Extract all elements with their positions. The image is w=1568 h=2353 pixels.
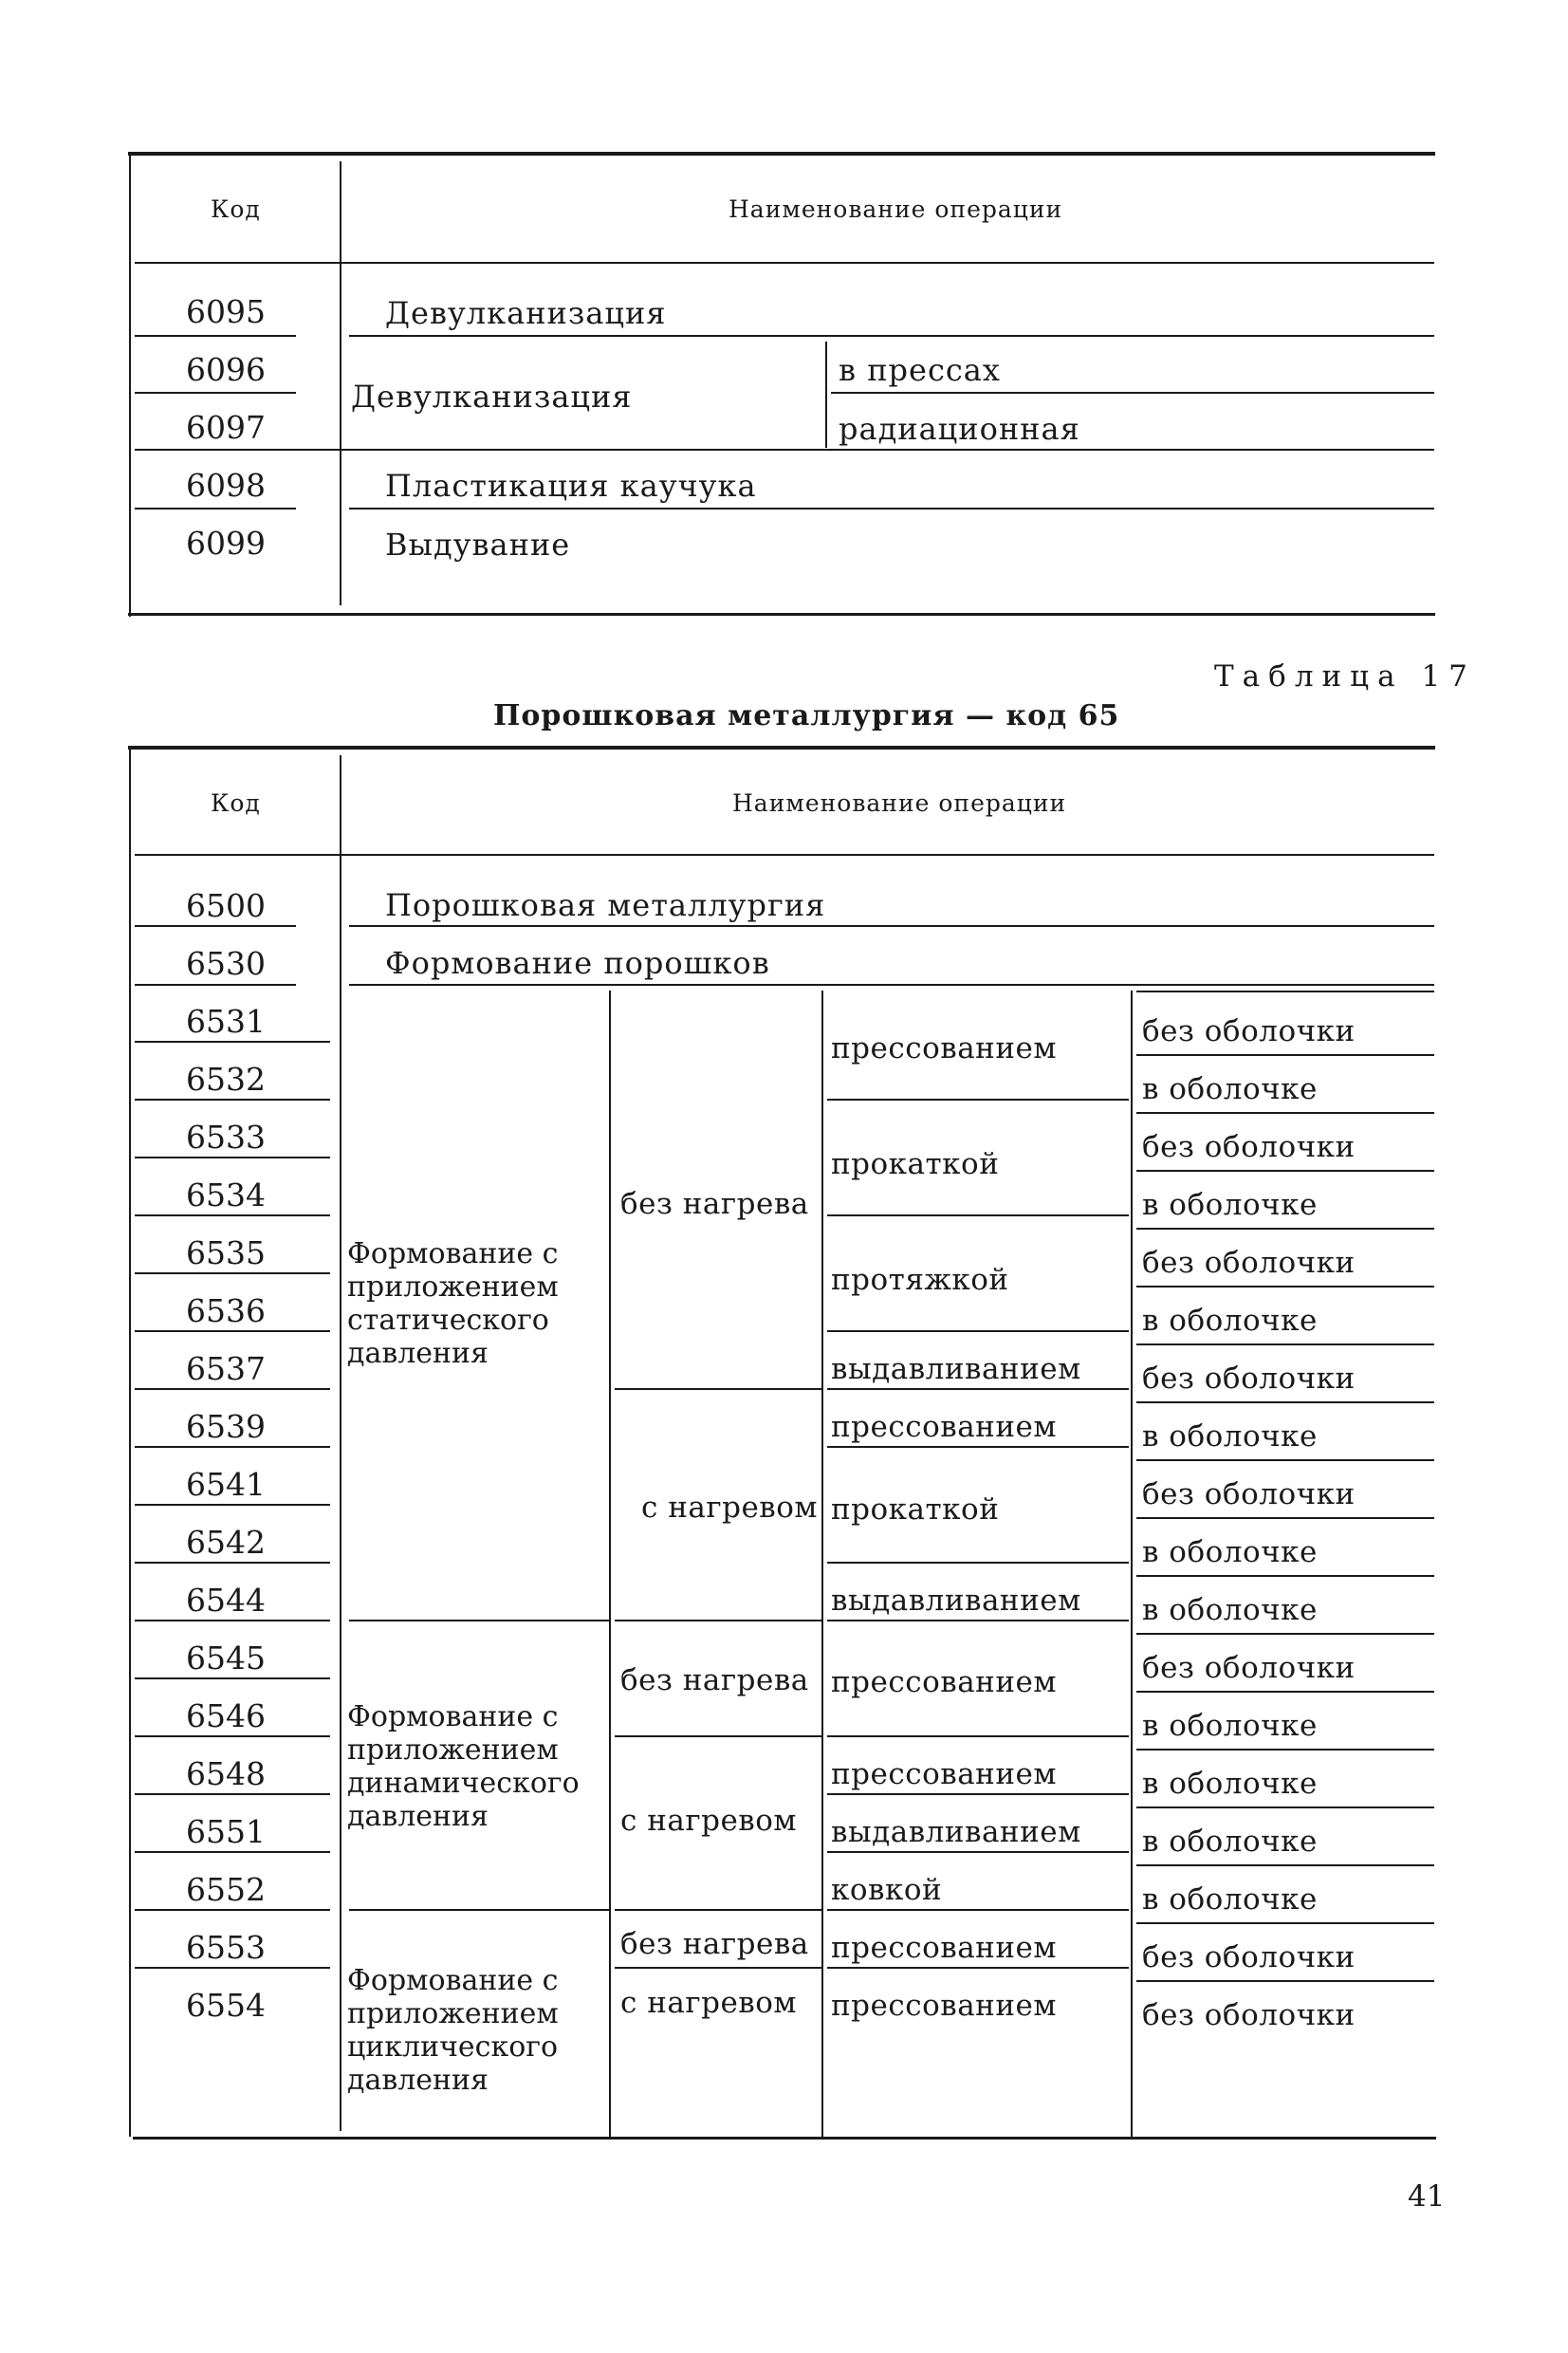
code-line (135, 1272, 330, 1274)
shell-label: без оболочки (1142, 1014, 1356, 1048)
group-label: Девулканизация (351, 379, 633, 415)
row-line (349, 335, 1434, 337)
shell-label: в оболочке (1142, 1825, 1318, 1859)
row-line (135, 392, 296, 394)
method-line (827, 1909, 1129, 1911)
table-left-border (129, 152, 131, 617)
shell-line (1136, 1054, 1434, 1056)
table-top-border (128, 746, 1435, 750)
method-line (827, 1388, 1129, 1390)
row-name: Пластикация каучука (385, 468, 757, 504)
heating-line (615, 1967, 821, 1969)
method-pressing: прессованием (831, 1031, 1057, 1065)
code-line (135, 1677, 330, 1679)
row-line (135, 335, 296, 337)
header-operation-name: Наименование операции (732, 789, 1067, 817)
heating-with: с нагревом (620, 1986, 798, 2020)
method-pressing: прессованием (831, 1665, 1057, 1699)
shell-label: без оболочки (1142, 1651, 1356, 1685)
subcolumn-divider (821, 991, 823, 2137)
row-code: 6548 (186, 1755, 266, 1792)
row-name: радиационная (839, 411, 1080, 447)
shell-line (1136, 1459, 1434, 1461)
page-number: 41 (1408, 2179, 1446, 2214)
shell-line (1136, 1343, 1434, 1345)
header-bottom-line (135, 262, 1434, 264)
heating-with: с нагревом (641, 1491, 819, 1525)
method-pressing: прессованием (831, 1989, 1057, 2023)
method-line (827, 1562, 1129, 1564)
row-code: 6099 (186, 525, 266, 562)
row-code: 6500 (186, 887, 266, 924)
shell-label: в оболочке (1142, 1072, 1318, 1106)
code-line (135, 1793, 330, 1795)
table-number: Таблица 17 (1214, 659, 1476, 694)
row-code: 6541 (186, 1466, 266, 1503)
row-name: Девулканизация (385, 295, 667, 331)
heating-line (615, 1620, 821, 1621)
method-line (827, 1793, 1129, 1795)
row-code: 6098 (186, 467, 266, 504)
row-code: 6530 (186, 945, 266, 982)
shell-line (1136, 1401, 1434, 1403)
heating-line (615, 1909, 821, 1911)
row-line (135, 449, 1434, 451)
heating-with: с нагревом (620, 1804, 798, 1838)
method-drawing: протяжкой (831, 1263, 1009, 1297)
code-line (135, 1446, 330, 1448)
group-line (349, 1620, 609, 1621)
code-line (135, 1330, 330, 1332)
method-extrusion: выдавливанием (831, 1352, 1081, 1386)
row-code: 6544 (186, 1582, 266, 1619)
table-bottom-border (128, 613, 1435, 616)
row-code: 6536 (186, 1292, 266, 1329)
row-name: Выдувание (385, 527, 571, 563)
shell-label: без оболочки (1142, 1130, 1356, 1164)
group-dynamic-pressure: Формование с приложением динамического давления (347, 1700, 580, 1833)
table-top-border (128, 152, 1435, 156)
row-name: Порошковая металлургия (385, 887, 826, 923)
header-bottom-line (135, 854, 1434, 856)
row-code: 6532 (186, 1061, 266, 1098)
group-line (349, 1909, 609, 1911)
row-code: 6539 (186, 1408, 266, 1445)
code-line (135, 1851, 330, 1853)
method-line (827, 1446, 1129, 1448)
row-code: 6096 (186, 351, 266, 388)
heating-without: без нагрева (620, 1663, 809, 1697)
row-code: 6553 (186, 1929, 266, 1966)
row-code: 6545 (186, 1640, 266, 1677)
shell-label: в оболочке (1142, 1593, 1318, 1627)
row-line (135, 925, 296, 927)
shell-label: без оболочки (1142, 1940, 1356, 1974)
header-code: Код (211, 789, 261, 817)
method-pressing: прессованием (831, 1931, 1057, 1965)
shell-label: без оболочки (1142, 1998, 1356, 2032)
shell-label: без оболочки (1142, 1246, 1356, 1280)
shell-line (1136, 1112, 1434, 1114)
row-line (135, 984, 296, 986)
subcolumn-divider (609, 991, 611, 2137)
shell-label: в оболочке (1142, 1419, 1318, 1454)
column-divider (340, 161, 341, 605)
group-cyclic-pressure: Формование с приложением циклического давления (347, 1964, 559, 2097)
row-code: 6095 (186, 293, 266, 330)
method-forging: ковкой (831, 1873, 943, 1907)
row-name: в прессах (839, 352, 1001, 388)
row-line (831, 392, 1434, 394)
method-extrusion: выдавливанием (831, 1815, 1081, 1849)
row-code: 6552 (186, 1871, 266, 1908)
method-line (827, 1330, 1129, 1332)
method-line (827, 1735, 1129, 1737)
row-line (349, 925, 1434, 927)
row-code: 6546 (186, 1697, 266, 1734)
row-line (349, 984, 1434, 986)
shell-label: без оболочки (1142, 1362, 1356, 1396)
method-line (827, 1851, 1129, 1853)
code-line (135, 1041, 330, 1043)
method-rolling: прокаткой (831, 1492, 1000, 1527)
code-line (135, 1214, 330, 1216)
code-line (135, 1099, 330, 1101)
row-code: 6551 (186, 1813, 266, 1850)
shell-label: в оболочке (1142, 1304, 1318, 1338)
code-line (135, 1504, 330, 1506)
heating-without: без нагрева (620, 1187, 809, 1221)
header-code: Код (211, 195, 261, 223)
shell-line (1136, 1228, 1434, 1230)
shell-line (1136, 1575, 1434, 1577)
subcolumn-divider (1131, 991, 1133, 2137)
code-line (135, 1909, 330, 1911)
row-code: 6097 (186, 409, 266, 446)
row-code: 6534 (186, 1176, 266, 1214)
heating-line (615, 1388, 821, 1390)
shell-line (1136, 1286, 1434, 1288)
method-rolling: прокаткой (831, 1147, 1000, 1181)
shell-label: в оболочке (1142, 1882, 1318, 1917)
shell-line (1136, 1517, 1434, 1519)
shell-label: в оболочке (1142, 1709, 1318, 1743)
shell-label: без оболочки (1142, 1477, 1356, 1511)
table-left-border (129, 746, 131, 2137)
subcolumn-divider (825, 342, 827, 448)
shell-line (1136, 1691, 1434, 1693)
heating-without: без нагрева (620, 1927, 809, 1961)
code-line (135, 1562, 330, 1564)
row-code: 6554 (186, 1987, 266, 2024)
shell-label: в оболочке (1142, 1188, 1318, 1222)
shell-line (1136, 1980, 1434, 1982)
method-line (827, 1099, 1129, 1101)
row-code: 6531 (186, 1003, 266, 1040)
shell-line (1136, 1864, 1434, 1866)
method-line (827, 1620, 1129, 1621)
code-line (135, 1157, 330, 1158)
code-line (135, 1735, 330, 1737)
code-line (135, 1620, 330, 1621)
table-caption: Порошковая металлургия — код 65 (493, 699, 1120, 732)
row-code: 6533 (186, 1119, 266, 1156)
row-name: Формование порошков (385, 945, 770, 981)
code-line (135, 1388, 330, 1390)
shell-line (1136, 1170, 1434, 1172)
row-line (349, 508, 1434, 510)
header-operation-name: Наименование операции (729, 195, 1063, 223)
method-pressing: прессованием (831, 1757, 1057, 1791)
column-divider (340, 755, 341, 2131)
shell-line (1136, 991, 1434, 992)
shell-line (1136, 1806, 1434, 1808)
shell-line (1136, 1749, 1434, 1751)
heating-line (615, 1735, 821, 1737)
code-line (135, 1967, 330, 1969)
shell-line (1136, 1922, 1434, 1924)
shell-label: в оболочке (1142, 1767, 1318, 1801)
row-line (135, 508, 296, 510)
method-line (827, 1214, 1129, 1216)
shell-label: в оболочке (1142, 1535, 1318, 1569)
method-pressing: прессованием (831, 1410, 1057, 1444)
row-code: 6542 (186, 1524, 266, 1561)
method-extrusion: выдавливанием (831, 1584, 1081, 1618)
table-bottom-border (133, 2137, 1436, 2140)
group-static-pressure: Формование с приложением статического давления (347, 1237, 559, 1370)
method-line (827, 1967, 1129, 1969)
row-code: 6535 (186, 1234, 266, 1271)
row-code: 6537 (186, 1350, 266, 1387)
shell-line (1136, 1633, 1434, 1635)
